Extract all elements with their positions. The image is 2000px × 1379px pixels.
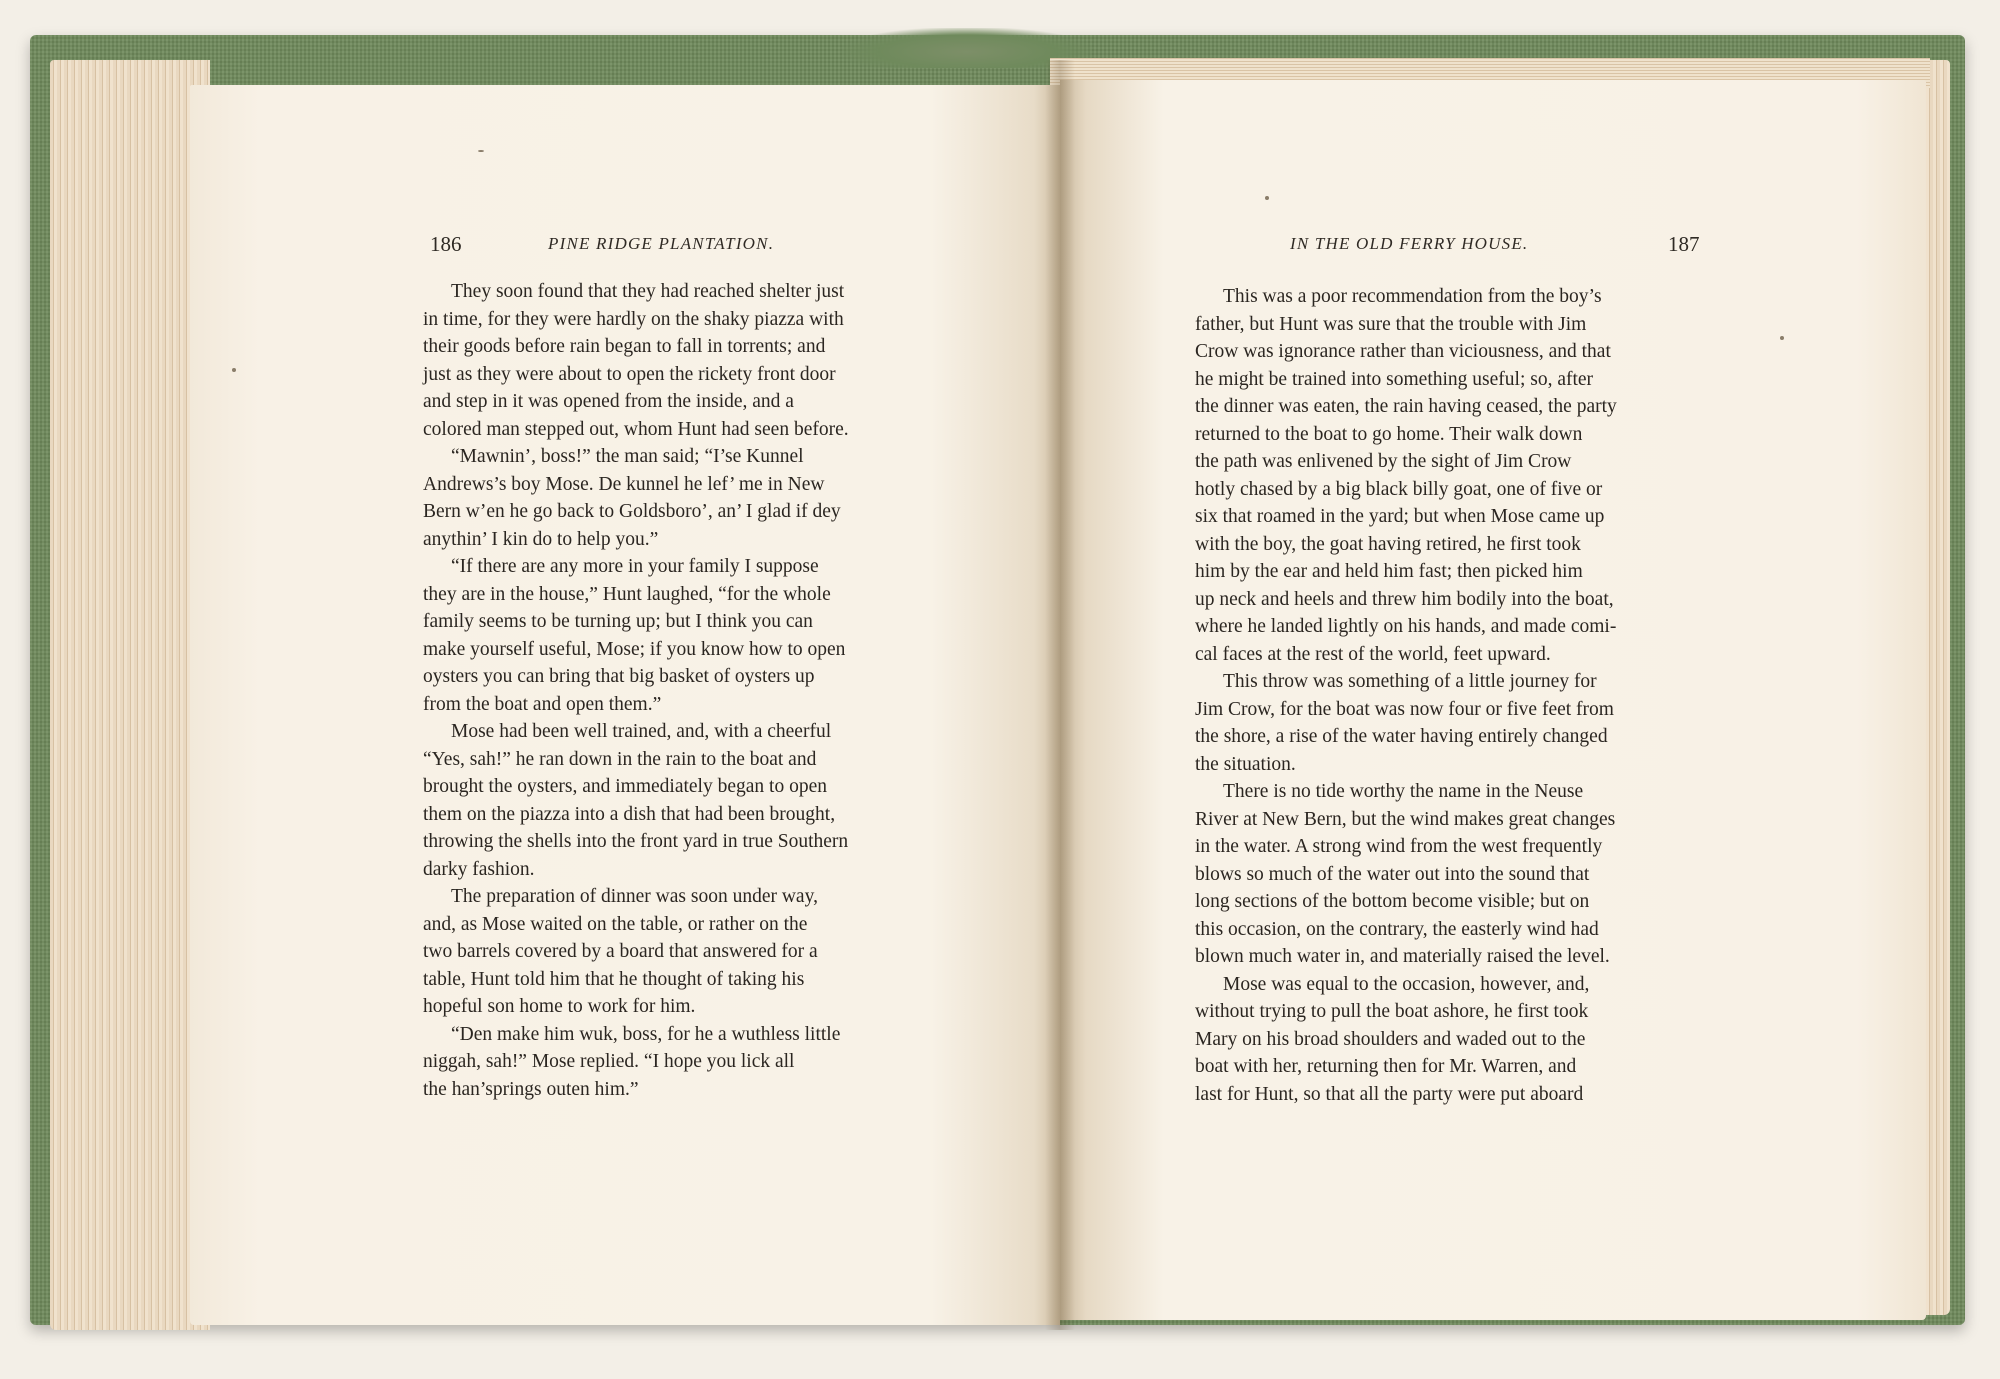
text-line: where he landed lightly on his hands, and made comi- <box>1195 616 1617 637</box>
text-line: Mary on his broad shoulders and waded out to the <box>1195 1028 1586 1050</box>
text-line: returned to the boat to go home. Their walk down <box>1195 423 1583 445</box>
text-line: darky fashion. <box>423 858 535 880</box>
text-line: Bern w’en he go back to Goldsboro’, an’ I glad if dey <box>423 501 841 522</box>
paper-speck <box>1780 336 1784 340</box>
text-line: Mose had been well trained, and, with a cheerful <box>451 721 832 742</box>
text-line: throwing the shells into the front yard in true Southern <box>423 831 849 852</box>
text-line: in the water. A strong wind from the west frequently <box>1195 836 1603 857</box>
text-line: the shore, a rise of the water having entirely changed <box>1195 726 1608 747</box>
text-line: he might be trained into something useful; so, after <box>1195 368 1594 390</box>
text-line: the dinner was eaten, the rain having ceased, the party <box>1195 396 1617 417</box>
text-line: Mose was equal to the occasion, however, and, <box>1223 973 1590 995</box>
text-line: two barrels covered by a board that answered for a <box>423 941 818 962</box>
text-line: with the boy, the goat having retired, he first took <box>1195 533 1581 555</box>
text-line: from the boat and open them.” <box>423 693 662 715</box>
text-line: in time, for they were hardly on the shaky piazza with <box>423 308 844 330</box>
left-page-header <box>430 232 950 262</box>
text-line: this occasion, on the contrary, the easterly wind had <box>1195 918 1599 940</box>
text-line: “Yes, sah!” he ran down in the rain to the boat and <box>423 748 817 770</box>
page-number: 187 <box>1668 232 1700 256</box>
text-line: hotly chased by a big black billy goat, one of five or <box>1195 478 1603 500</box>
text-line: “Mawnin’, boss!” the man said; “I’se Kunnel <box>451 446 804 467</box>
text-line: They soon found that they had reached shelter just <box>451 281 845 302</box>
text-line: “Den make him wuk, boss, for he a wuthless little <box>451 1023 841 1045</box>
text-line: without trying to pull the boat ashore, he first took <box>1195 1001 1589 1022</box>
text-line: Jim Crow, for the boat was now four or five feet from <box>1195 698 1614 720</box>
text-line: Crow was ignorance rather than viciousness, and that <box>1195 341 1611 362</box>
text-line: cal faces at the rest of the world, feet upward. <box>1195 643 1551 665</box>
text-line: oysters you can bring that big basket of oysters up <box>423 666 815 687</box>
paper-speck <box>1265 196 1269 200</box>
text-line: they are in the house,” Hunt laughed, “for the whole <box>423 583 831 605</box>
text-line: anythin’ I kin do to help you.” <box>423 528 659 550</box>
text-line: long sections of the bottom become visible; but on <box>1195 891 1590 912</box>
text-line: their goods before rain began to fall in torrents; and <box>423 336 826 357</box>
text-line: up neck and heels and threw him bodily into the boat, <box>1195 588 1614 610</box>
page-number: 186 <box>430 232 462 256</box>
text-line: the han’springs outen him.” <box>423 1078 639 1100</box>
text-line: blown much water in, and materially raised the level. <box>1195 946 1610 967</box>
text-line: and, as Mose waited on the table, or rather on the <box>423 913 808 935</box>
paper-speck <box>478 150 484 152</box>
text-line: boat with her, returning then for Mr. Warren, and <box>1195 1056 1577 1077</box>
text-line: “If there are any more in your family I suppose <box>451 556 819 577</box>
text-line: them on the piazza into a dish that had been brought, <box>423 803 836 825</box>
paper-speck <box>232 368 236 372</box>
page-edges-left <box>50 60 210 1330</box>
text-line: the situation. <box>1195 753 1296 775</box>
text-line: Andrews’s boy Mose. De kunnel he lef’ me in New <box>423 473 825 495</box>
text-line: brought the oysters, and immediately began to open <box>423 776 827 797</box>
text-line: hopeful son home to work for him. <box>423 996 696 1017</box>
text-line: and step in it was opened from the inside, and a <box>423 391 794 412</box>
text-line: make yourself useful, Mose; if you know how to open <box>423 638 846 660</box>
text-line: last for Hunt, so that all the party were put aboard <box>1195 1083 1584 1105</box>
text-line: him by the ear and held him fast; then picked him <box>1195 561 1583 582</box>
text-line: table, Hunt told him that he thought of taking his <box>423 968 805 990</box>
running-title: IN THE OLD FERRY HOUSE. <box>1290 234 1529 253</box>
text-line: This throw was something of a little journey for <box>1223 671 1597 692</box>
text-line: colored man stepped out, whom Hunt had seen before. <box>423 418 849 440</box>
text-line: six that roamed in the yard; but when Mose came up <box>1195 506 1605 527</box>
running-title: PINE RIDGE PLANTATION. <box>548 234 775 253</box>
text-line: family seems to be turning up; but I think you can <box>423 611 813 632</box>
text-line: There is no tide worthy the name in the Neuse <box>1223 781 1584 802</box>
text-line: River at New Bern, but the wind makes great changes <box>1195 808 1616 830</box>
text-line: the path was enlivened by the sight of Jim Crow <box>1195 451 1572 472</box>
text-line: blows so much of the water out into the sound that <box>1195 863 1590 885</box>
right-page-header <box>1290 232 1710 262</box>
text-line: father, but Hunt was sure that the trouble with Jim <box>1195 313 1587 335</box>
right-page-body <box>1195 283 1715 1108</box>
book-gutter <box>1045 60 1075 1330</box>
text-line: just as they were about to open the rickety front door <box>423 363 836 385</box>
text-line: niggah, sah!” Mose replied. “I hope you lick all <box>423 1051 795 1072</box>
text-line: This was a poor recommendation from the boy’s <box>1223 286 1602 307</box>
text-line: The preparation of dinner was soon under way, <box>451 886 818 907</box>
left-page-body <box>423 278 943 1103</box>
